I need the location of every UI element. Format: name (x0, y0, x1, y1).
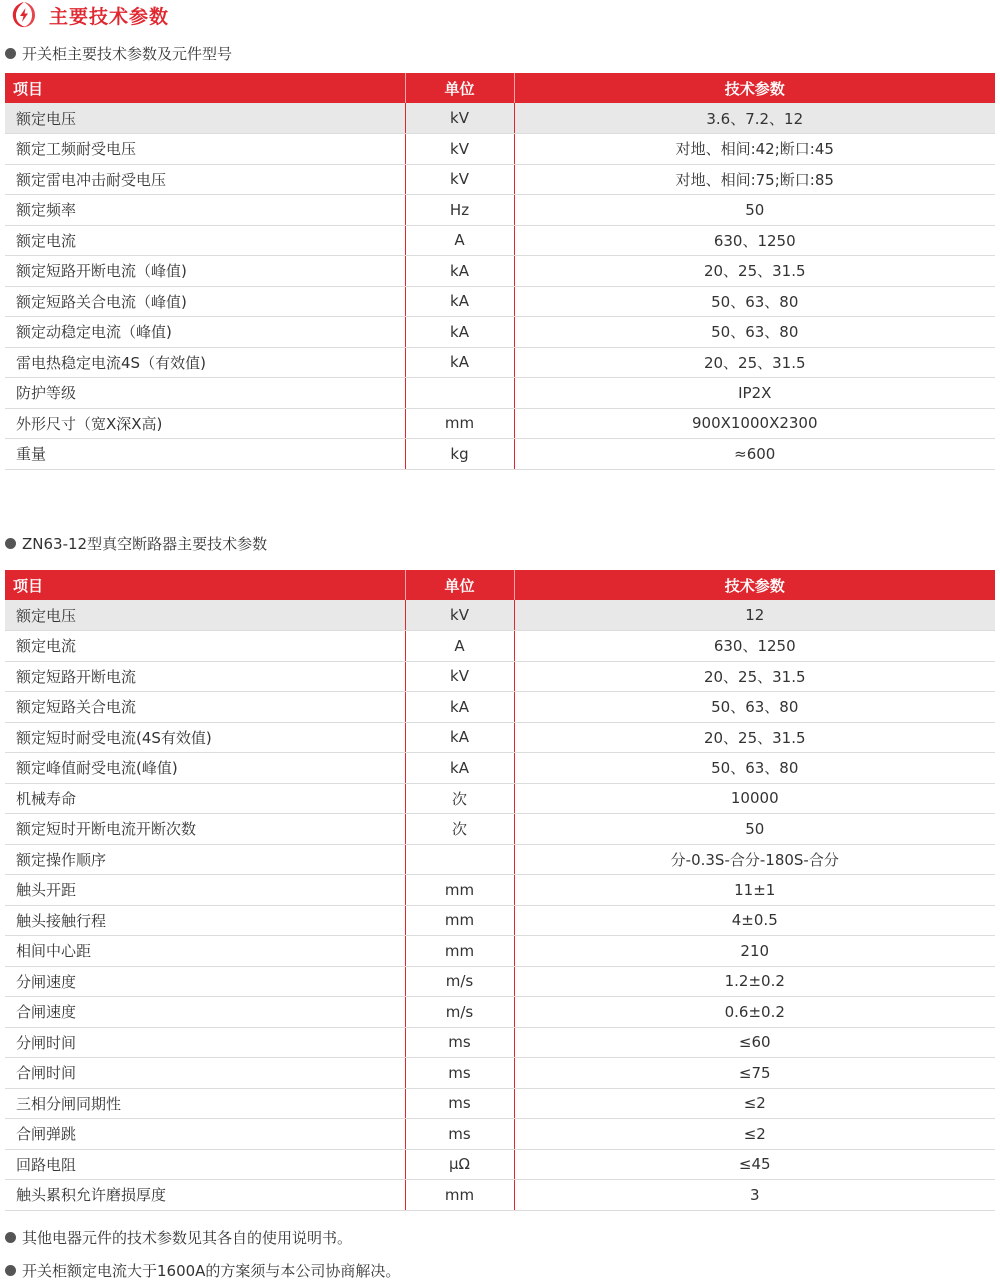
table-row (5, 997, 995, 1028)
row-item: 外形尺寸（宽X深X高) (5, 408, 405, 439)
row-item: 额定电流 (5, 225, 405, 256)
row-unit: mm (405, 1180, 514, 1211)
row-unit: kg (405, 439, 514, 470)
table-row (5, 378, 995, 409)
row-item: 合闸弹跳 (5, 1119, 405, 1150)
row-item: 重量 (5, 439, 405, 470)
table-row (5, 134, 995, 165)
row-item: 额定电压 (5, 600, 405, 631)
row-unit: kA (405, 722, 514, 753)
row-unit: 次 (405, 783, 514, 814)
table-row (5, 225, 995, 256)
section1-heading (5, 43, 232, 64)
row-item: 合闸速度 (5, 997, 405, 1028)
table-row (5, 1180, 995, 1211)
row-unit: kA (405, 753, 514, 784)
table-row (5, 966, 995, 997)
col-header-unit: 单位 (405, 570, 514, 600)
table-row (5, 936, 995, 967)
row-value: ≤45 (514, 1149, 995, 1180)
row-unit: kV (405, 661, 514, 692)
row-unit: ms (405, 1119, 514, 1150)
row-value: 630、1250 (514, 631, 995, 662)
row-value: 50、63、80 (514, 286, 995, 317)
row-value: 0.6±0.2 (514, 997, 995, 1028)
note-1-text: 其他电器元件的技术参数见其各自的使用说明书。 (22, 1229, 353, 1247)
row-unit: mm (405, 408, 514, 439)
row-item: 额定电压 (5, 103, 405, 134)
table-row (5, 1149, 995, 1180)
table-row (5, 814, 995, 845)
row-value: 50、63、80 (514, 692, 995, 723)
section2-heading (5, 533, 267, 554)
row-value: ≤2 (514, 1119, 995, 1150)
row-value: 20、25、31.5 (514, 722, 995, 753)
breaker-spec-table (5, 570, 995, 1211)
row-unit: kA (405, 347, 514, 378)
row-value: 210 (514, 936, 995, 967)
row-value: 3.6、7.2、12 (514, 103, 995, 134)
row-item: 额定短路关合电流（峰值) (5, 286, 405, 317)
table-row (5, 1088, 995, 1119)
row-item: 额定短时耐受电流(4S有效值) (5, 722, 405, 753)
row-value: 20、25、31.5 (514, 256, 995, 287)
row-unit: A (405, 225, 514, 256)
bullet-icon (5, 538, 16, 549)
row-item: 雷电热稳定电流4S（有效值) (5, 347, 405, 378)
row-value: 4±0.5 (514, 905, 995, 936)
row-unit: Hz (405, 195, 514, 226)
row-item: 额定工频耐受电压 (5, 134, 405, 165)
lightning-icon (9, 0, 39, 30)
row-item: 额定操作顺序 (5, 844, 405, 875)
row-unit: kV (405, 103, 514, 134)
row-unit: m/s (405, 997, 514, 1028)
table-row (5, 317, 995, 348)
table-row (5, 103, 995, 134)
row-item: 触头累积允许磨损厚度 (5, 1180, 405, 1211)
row-value: ≈600 (514, 439, 995, 470)
note-2-text: 开关柜额定电流大于1600A的方案须与本公司协商解决。 (22, 1262, 401, 1280)
row-item: 回路电阻 (5, 1149, 405, 1180)
table-row (5, 164, 995, 195)
row-item: 额定短时开断电流开断次数 (5, 814, 405, 845)
row-value: 3 (514, 1180, 995, 1211)
table-header-row (5, 570, 995, 600)
row-value: 50 (514, 195, 995, 226)
table-row (5, 753, 995, 784)
col-header-item: 项目 (5, 73, 405, 103)
row-value: 11±1 (514, 875, 995, 906)
row-item: 分闸速度 (5, 966, 405, 997)
row-value: ≤2 (514, 1088, 995, 1119)
col-header-item: 项目 (5, 570, 405, 600)
row-value: 630、1250 (514, 225, 995, 256)
row-unit: kV (405, 600, 514, 631)
row-unit: A (405, 631, 514, 662)
row-unit: kA (405, 256, 514, 287)
table-row (5, 195, 995, 226)
table-row (5, 1119, 995, 1150)
row-item: 触头开距 (5, 875, 405, 906)
note-1 (5, 1227, 352, 1248)
row-value: 12 (514, 600, 995, 631)
page-title: 主要技术参数 (49, 5, 170, 28)
row-value: 50 (514, 814, 995, 845)
row-value: 对地、相间:75;断口:85 (514, 164, 995, 195)
table-header-row (5, 73, 995, 103)
col-header-param: 技术参数 (724, 79, 785, 98)
row-value: ≤75 (514, 1058, 995, 1089)
switchgear-spec-table (5, 73, 995, 470)
page-header (0, 0, 1000, 30)
col-header-unit: 单位 (405, 73, 514, 103)
table-row (5, 905, 995, 936)
row-value: 900X1000X2300 (514, 408, 995, 439)
row-value: 50、63、80 (514, 317, 995, 348)
table-row (5, 722, 995, 753)
note-2 (5, 1260, 400, 1281)
table-row (5, 600, 995, 631)
table-row (5, 875, 995, 906)
table-row (5, 692, 995, 723)
row-item: 额定短路开断电流（峰值) (5, 256, 405, 287)
row-item: 合闸时间 (5, 1058, 405, 1089)
row-unit: ms (405, 1058, 514, 1089)
row-unit: m/s (405, 966, 514, 997)
row-unit: kV (405, 164, 514, 195)
row-unit (405, 844, 514, 875)
row-unit: mm (405, 875, 514, 906)
section1-heading-text: 开关柜主要技术参数及元件型号 (22, 45, 233, 63)
row-unit: ms (405, 1088, 514, 1119)
row-unit: mm (405, 905, 514, 936)
row-unit: mm (405, 936, 514, 967)
row-unit: kA (405, 317, 514, 348)
row-unit: 次 (405, 814, 514, 845)
row-item: 额定动稳定电流（峰值) (5, 317, 405, 348)
row-value: IP2X (514, 378, 995, 409)
bullet-icon (5, 1265, 16, 1276)
row-value: 10000 (514, 783, 995, 814)
row-item: 机械寿命 (5, 783, 405, 814)
col-header-param: 技术参数 (724, 576, 785, 595)
row-item: 相间中心距 (5, 936, 405, 967)
row-item: 额定峰值耐受电流(峰值) (5, 753, 405, 784)
table-row (5, 631, 995, 662)
row-unit: kV (405, 134, 514, 165)
row-item: 防护等级 (5, 378, 405, 409)
table-row (5, 347, 995, 378)
row-unit: ms (405, 1027, 514, 1058)
row-item: 分闸时间 (5, 1027, 405, 1058)
table-row (5, 408, 995, 439)
table-row (5, 844, 995, 875)
row-item: 三相分闸同期性 (5, 1088, 405, 1119)
table-row (5, 783, 995, 814)
table-row (5, 1027, 995, 1058)
row-item: 额定短路开断电流 (5, 661, 405, 692)
table-row (5, 286, 995, 317)
table-row (5, 256, 995, 287)
bullet-icon (5, 1232, 16, 1243)
section2-heading-text: ZN63-12型真空断路器主要技术参数 (22, 535, 268, 553)
row-item: 额定雷电冲击耐受电压 (5, 164, 405, 195)
row-value: 20、25、31.5 (514, 347, 995, 378)
row-value: 对地、相间:42;断口:45 (514, 134, 995, 165)
row-unit (405, 378, 514, 409)
table-row (5, 439, 995, 470)
row-unit: kA (405, 692, 514, 723)
row-item: 额定频率 (5, 195, 405, 226)
row-value: 分-0.3S-合分-180S-合分 (514, 844, 995, 875)
row-unit: μΩ (405, 1149, 514, 1180)
row-item: 额定短路关合电流 (5, 692, 405, 723)
row-value: 50、63、80 (514, 753, 995, 784)
row-item: 触头接触行程 (5, 905, 405, 936)
row-value: 1.2±0.2 (514, 966, 995, 997)
row-item: 额定电流 (5, 631, 405, 662)
row-value: 20、25、31.5 (514, 661, 995, 692)
row-value: ≤60 (514, 1027, 995, 1058)
row-unit: kA (405, 286, 514, 317)
bullet-icon (5, 48, 16, 59)
table-row (5, 661, 995, 692)
table-row (5, 1058, 995, 1089)
